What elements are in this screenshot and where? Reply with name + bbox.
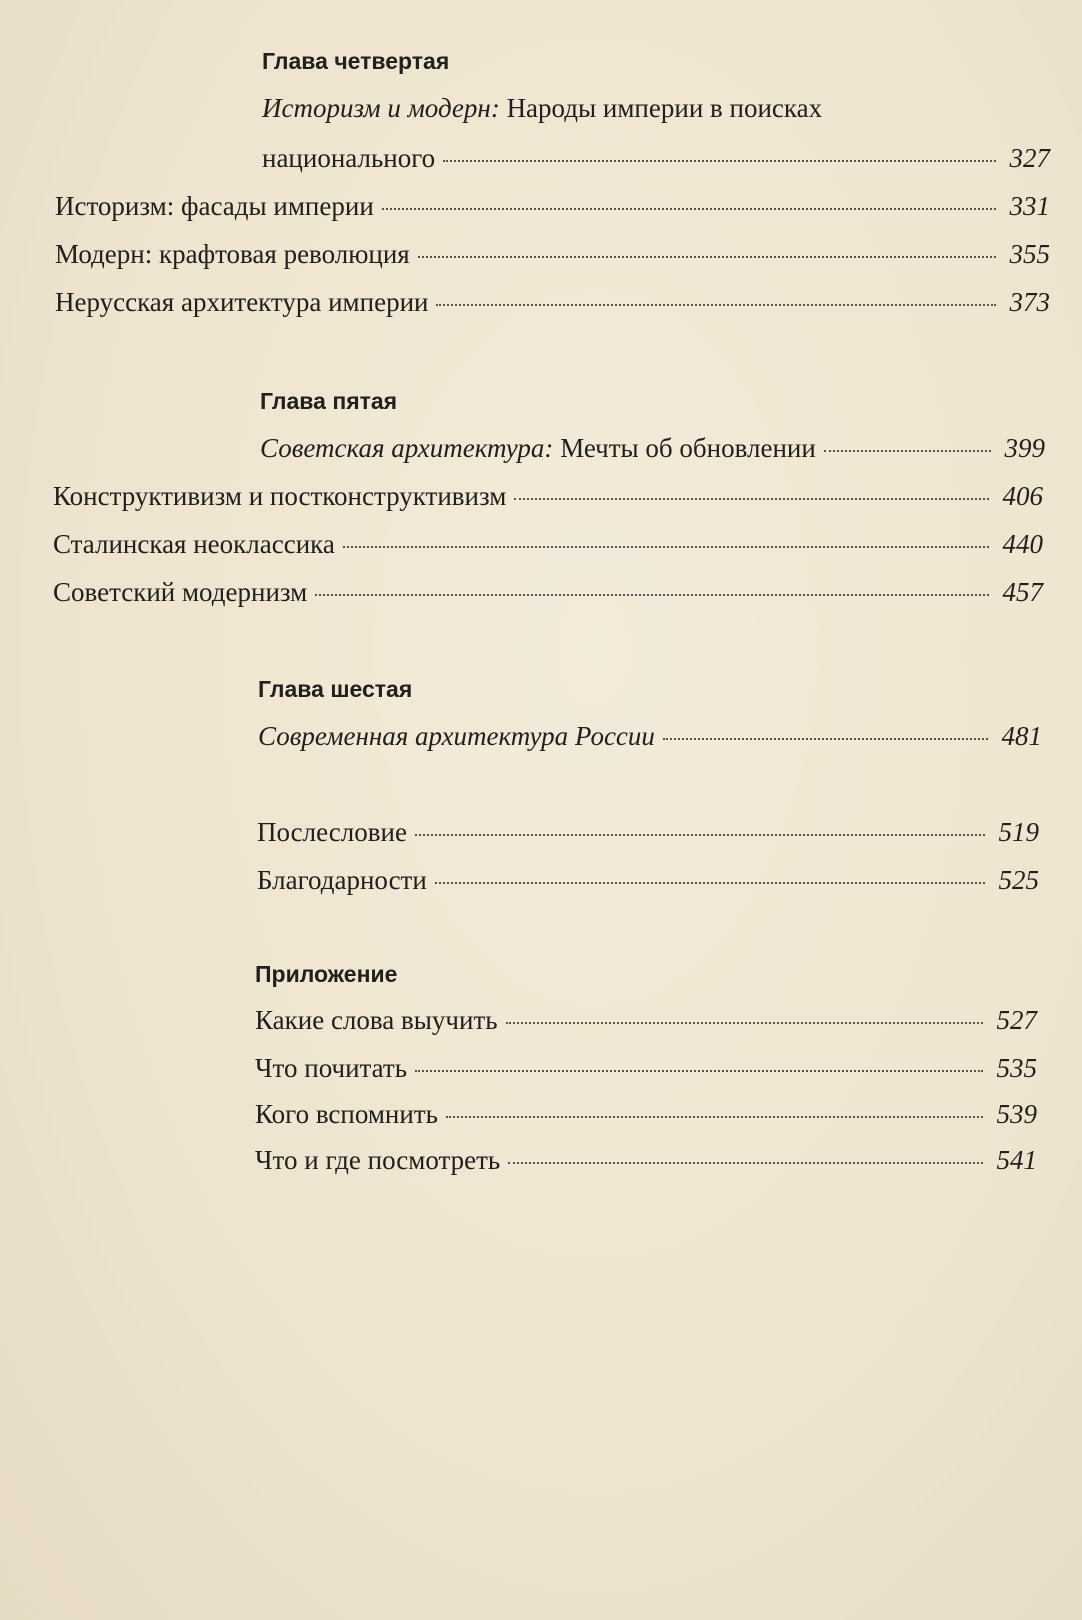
chapter-4-intro-line1 bbox=[262, 92, 822, 124]
toc-entry-title: Историзм: фасады империи bbox=[55, 191, 374, 221]
toc-entry-title: Сталинская неоклассика bbox=[53, 529, 335, 559]
leader-dots bbox=[443, 160, 996, 162]
toc-entry-constructivism[interactable] bbox=[53, 480, 1043, 512]
toc-entry-title: Кого вспомнить bbox=[255, 1099, 438, 1129]
toc-entry-page: 539 bbox=[996, 1099, 1037, 1129]
toc-entry-title bbox=[260, 432, 816, 464]
leader-dots bbox=[663, 738, 988, 740]
toc-entry-afterword[interactable] bbox=[257, 816, 1039, 848]
toc-entry-title: Модерн: крафтовая революция bbox=[55, 239, 410, 269]
toc-entry-page: 327 bbox=[1009, 143, 1050, 173]
leader-dots bbox=[436, 304, 996, 306]
toc-entry-stalinist[interactable] bbox=[53, 528, 1043, 560]
toc-entry-title: Послесловие bbox=[257, 817, 407, 847]
leader-dots bbox=[382, 208, 996, 210]
toc-entry-soviet-modernism[interactable] bbox=[53, 576, 1043, 608]
leader-dots bbox=[508, 1162, 983, 1164]
toc-entry-appendix-reading[interactable] bbox=[255, 1052, 1037, 1084]
toc-entry-page: 535 bbox=[996, 1053, 1037, 1083]
toc-entry-modern[interactable] bbox=[55, 238, 1050, 270]
leader-dots bbox=[343, 546, 989, 548]
toc-entry-chapter-6-intro[interactable] bbox=[258, 720, 1042, 752]
chapter-5-intro-rest: Мечты об обновлении bbox=[553, 433, 816, 463]
leader-dots bbox=[506, 1022, 983, 1024]
toc-entry-page: 525 bbox=[998, 865, 1039, 895]
toc-entry-title: Что и где посмотреть bbox=[255, 1145, 501, 1175]
toc-entry-acknowledgements[interactable] bbox=[257, 864, 1039, 896]
toc-entry-title: национального bbox=[262, 143, 436, 173]
toc-entry-page: 355 bbox=[1009, 239, 1050, 269]
toc-entry-historicism[interactable] bbox=[55, 190, 1050, 222]
leader-dots bbox=[446, 1116, 983, 1118]
toc-entry-title bbox=[258, 720, 655, 752]
toc-entry-title: Какие слова выучить bbox=[255, 1005, 498, 1035]
toc-entry-page: 481 bbox=[1001, 721, 1042, 751]
toc-entry-non-russian[interactable] bbox=[55, 286, 1050, 318]
toc-entry-page: 541 bbox=[996, 1145, 1037, 1175]
leader-dots bbox=[415, 834, 985, 836]
toc-entry-appendix-places[interactable] bbox=[255, 1144, 1037, 1176]
chapter-4-heading: Глава четвертая bbox=[262, 48, 450, 74]
leader-dots bbox=[415, 1070, 983, 1072]
toc-entry-appendix-people[interactable] bbox=[255, 1098, 1037, 1130]
chapter-6-heading: Глава шестая bbox=[258, 676, 413, 702]
toc-entry-page: 373 bbox=[1009, 287, 1050, 317]
toc-entry-appendix-words[interactable] bbox=[255, 1004, 1037, 1036]
toc-entry-title: Благодарности bbox=[257, 865, 427, 895]
chapter-6-intro-italic: Современная архитектура России bbox=[258, 721, 655, 751]
leader-dots bbox=[824, 450, 991, 452]
chapter-4-intro-italic: Историзм и модерн: bbox=[262, 93, 500, 123]
toc-entry-page: 331 bbox=[1009, 191, 1050, 221]
toc-entry-chapter-5-intro[interactable] bbox=[260, 432, 1045, 464]
chapter-5-intro-italic: Советская архитектура: bbox=[260, 433, 554, 463]
toc-entry-title: Нерусская архитектура империи bbox=[55, 287, 429, 317]
appendix-heading: Приложение bbox=[255, 961, 398, 987]
chapter-5-heading: Глава пятая bbox=[260, 388, 398, 414]
leader-dots bbox=[418, 256, 996, 258]
toc-entry-chapter-4-intro[interactable] bbox=[262, 142, 1050, 174]
toc-entry-page: 399 bbox=[1004, 433, 1045, 463]
toc-entry-page: 527 bbox=[996, 1005, 1037, 1035]
chapter-4-intro-rest: Народы империи в поисках bbox=[499, 93, 823, 123]
toc-entry-title: Что почитать bbox=[255, 1053, 408, 1083]
toc-entry-page: 457 bbox=[1002, 577, 1043, 607]
toc-entry-page: 440 bbox=[1002, 529, 1043, 559]
leader-dots bbox=[514, 498, 989, 500]
toc-entry-title: Конструктивизм и постконструктивизм bbox=[53, 481, 507, 511]
toc-entry-title: Советский модернизм bbox=[53, 577, 308, 607]
leader-dots bbox=[315, 594, 989, 596]
leader-dots bbox=[435, 882, 985, 884]
toc-entry-page: 406 bbox=[1002, 481, 1043, 511]
toc-entry-page: 519 bbox=[998, 817, 1039, 847]
